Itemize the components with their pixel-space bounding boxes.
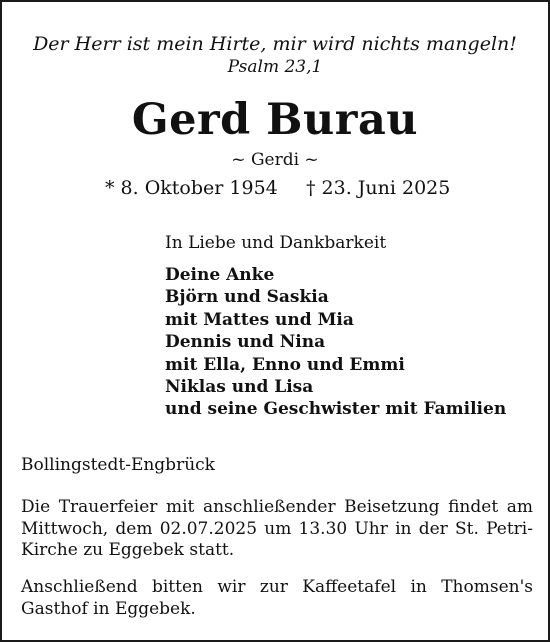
family-member: Dennis und Nina bbox=[165, 332, 326, 353]
nickname: ~ Gerdi ~ bbox=[231, 150, 319, 170]
death-date: † 23. Juni 2025 bbox=[306, 177, 451, 199]
funeral-info: Die Trauerfeier mit anschließender Beisetzung findet am Mittwoch, dem 02.07.2025 um 13.30 Uhr in der St. Petri-Kirche zu Eggebek statt. bbox=[21, 497, 533, 560]
birth-date: * 8. Oktober 1954 bbox=[105, 177, 278, 199]
family-member: mit Mattes und Mia bbox=[165, 309, 354, 330]
place-name: Bollingstedt-Engbrück bbox=[21, 455, 215, 475]
family-member: mit Ella, Enno und Emmi bbox=[165, 354, 405, 375]
family-member: Niklas und Lisa bbox=[165, 377, 314, 398]
family-member: Deine Anke bbox=[165, 265, 275, 285]
family-member: Björn und Saskia bbox=[165, 287, 329, 308]
family-list bbox=[165, 264, 506, 421]
reception-info: Anschließend bitten wir zur Kaffeetafel in Thomsen's Gasthof in Eggebek. bbox=[21, 577, 533, 619]
verse-reference: Psalm 23,1 bbox=[227, 57, 323, 77]
family-member: und seine Geschwister mit Familien bbox=[165, 399, 507, 420]
dedication-line: In Liebe und Dankbarkeit bbox=[165, 233, 387, 253]
deceased-name: Gerd Burau bbox=[131, 95, 419, 145]
bible-verse: Der Herr ist mein Hirte, mir wird nichts mangeln! bbox=[33, 33, 517, 55]
